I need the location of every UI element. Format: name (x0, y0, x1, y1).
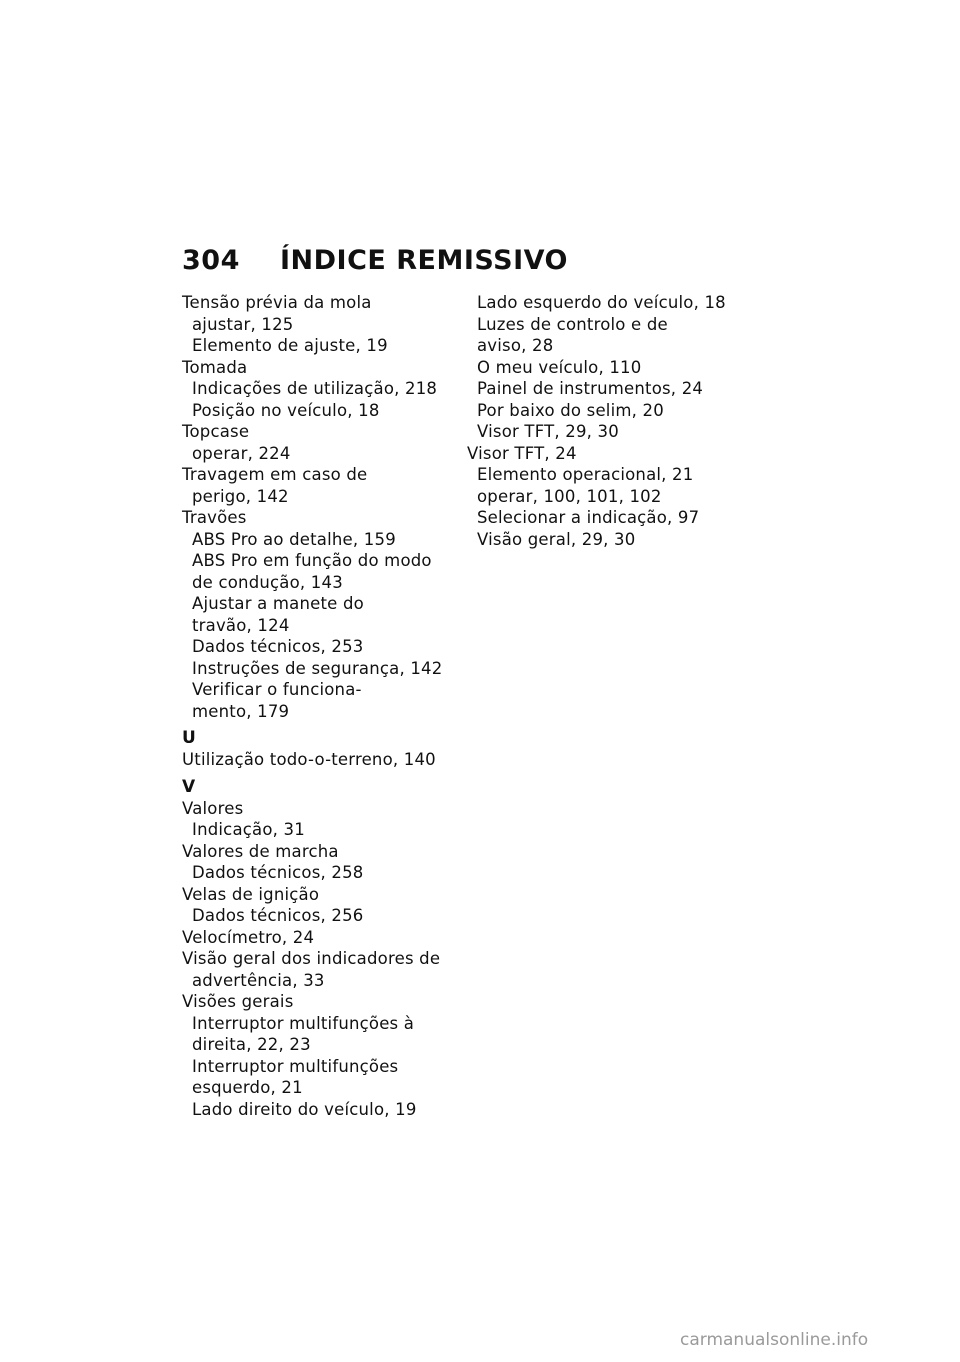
index-subentry: ABS Pro em função do modo (192, 551, 432, 570)
index-subentry: direita, 22, 23 (192, 1035, 311, 1054)
index-subentry: Verificar o funciona- (192, 680, 362, 699)
index-entry: Travagem em caso de (182, 465, 368, 484)
index-entry: Visão geral dos indicadores de (182, 949, 441, 968)
index-subentry: Visão geral, 29, 30 (477, 529, 636, 549)
index-subentry: Lado direito do veículo, 19 (192, 1099, 417, 1119)
index-subentry: operar, 100, 101, 102 (477, 486, 662, 506)
index-subentry: O meu veículo, 110 (477, 357, 642, 377)
index-column-right (467, 292, 747, 550)
index-section-letter: U (182, 728, 196, 748)
index-entry: Valores (182, 798, 244, 818)
index-entry: Tomada (182, 357, 248, 377)
index-subentry: Ajustar a manete do (192, 594, 364, 613)
index-subentry: operar, 224 (192, 443, 291, 463)
index-subentry: Luzes de controlo e de (477, 314, 668, 334)
index-subentry: Por baixo do selim, 20 (477, 400, 664, 420)
index-subentry: Indicação, 31 (192, 820, 305, 839)
index-subentry: esquerdo, 21 (192, 1078, 303, 1097)
index-entry: Travões (182, 508, 247, 527)
index-subentry: Interruptor multifunções à (192, 1013, 415, 1033)
index-entry: Visões gerais (182, 992, 294, 1011)
index-entry: Velocímetro, 24 (182, 927, 315, 947)
index-subentry: Dados técnicos, 256 (192, 906, 364, 925)
index-subentry: ABS Pro ao detalhe, 159 (192, 529, 396, 549)
page-number: 304 (182, 245, 240, 276)
index-subentry: Posição no veículo, 18 (192, 400, 380, 420)
index-subentry: Elemento operacional, 21 (477, 465, 694, 484)
index-subentry: Instruções de segurança, 142 (192, 658, 443, 678)
index-subentry: Visor TFT, 29, 30 (477, 422, 619, 441)
index-subentry: aviso, 28 (477, 336, 554, 355)
watermark: carmanualsonline.info (680, 1330, 869, 1350)
index-entry: Tensão prévia da mola (182, 293, 372, 312)
index-subentry: Dados técnicos, 258 (192, 863, 364, 882)
index-subentry: Selecionar a indicação, 97 (477, 508, 700, 527)
index-subentry: perigo, 142 (192, 486, 289, 506)
index-entry: Velas de ignição (182, 884, 320, 904)
index-subentry: ajustar, 125 (192, 314, 294, 334)
index-subentry: advertência, 33 (192, 970, 325, 990)
index-subentry: Indicações de utilização, 218 (192, 379, 438, 398)
index-column-left (182, 292, 462, 1120)
index-entry: Topcase (182, 422, 250, 441)
index-subentry: Dados técnicos, 253 (192, 637, 364, 656)
index-subentry: Elemento de ajuste, 19 (192, 336, 388, 355)
index-subentry: de condução, 143 (192, 572, 343, 592)
index-subentry: Lado esquerdo do veículo, 18 (477, 293, 726, 312)
index-entry: Valores de marcha (182, 841, 339, 861)
index-subentry: mento, 179 (192, 701, 290, 721)
index-subentry: Painel de instrumentos, 24 (477, 379, 704, 398)
index-subentry: travão, 124 (192, 615, 290, 635)
page-title: ÍNDICE REMISSIVO (280, 245, 569, 276)
index-section-letter: V (182, 776, 196, 797)
index-subentry: Interruptor multifunções (192, 1056, 399, 1076)
index-entry: Visor TFT, 24 (467, 443, 577, 463)
index-entry: Utilização todo-o-terreno, 140 (182, 750, 436, 769)
